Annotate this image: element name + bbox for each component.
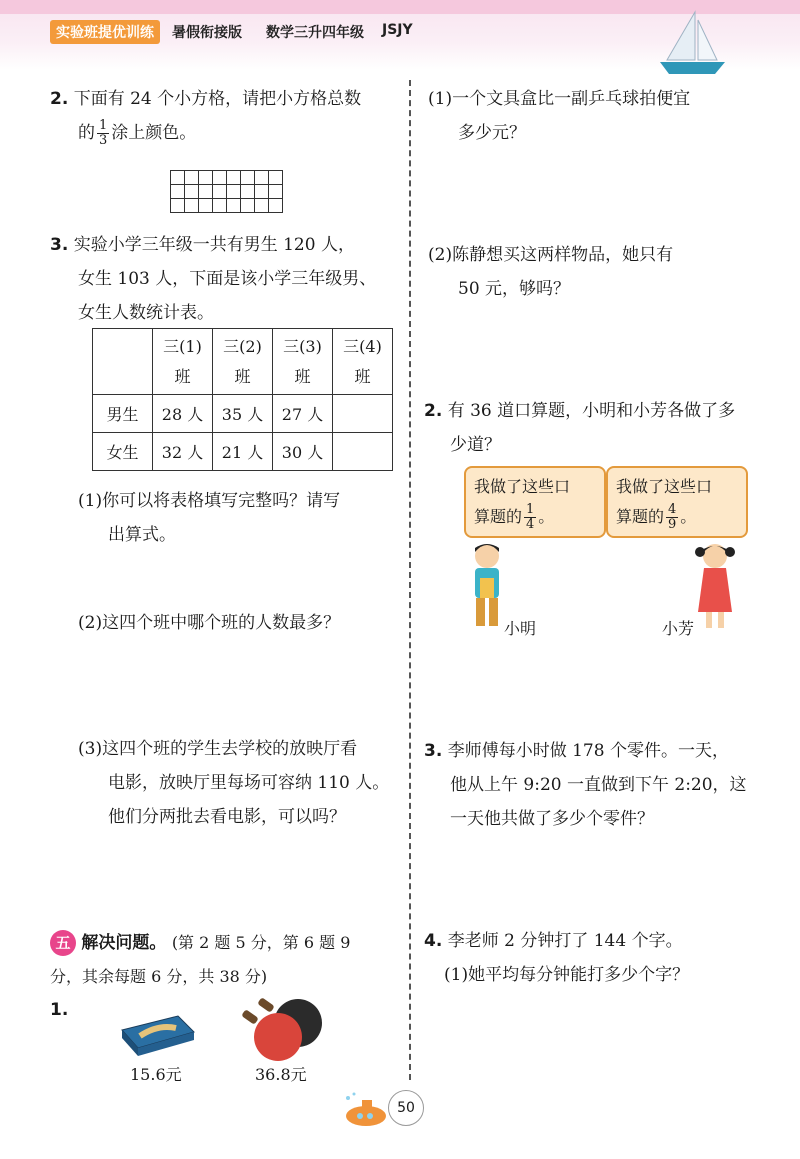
question-number: 4.: [424, 931, 443, 951]
table-cell: 35 人: [213, 395, 273, 433]
page-number: 50: [388, 1090, 424, 1126]
fraction: [666, 503, 678, 532]
question-3-right: [424, 734, 792, 836]
table-cell: 27 人: [273, 395, 333, 433]
question-text: 李老师 2 分钟打了 144 个字。: [447, 931, 683, 951]
table-row: [93, 395, 393, 433]
fraction: [97, 119, 109, 148]
bubble-text: 我做了这些口: [474, 477, 571, 496]
question-4-right: [424, 924, 792, 992]
section-five-header: [50, 926, 405, 994]
fraction-denominator: 3: [99, 133, 108, 148]
question-3-sub3: [78, 732, 408, 834]
question-number: 2.: [50, 89, 69, 109]
question-text: 他们分两批去看电影，可以吗？: [108, 807, 346, 827]
ping-pong-paddles-image: [240, 995, 330, 1065]
section-note: 分，其余每题 6 分，共 38 分): [50, 967, 268, 986]
table-header-cell: 三(2) 班: [213, 329, 273, 395]
question-number: 2.: [424, 401, 443, 421]
question-text: 少道？: [450, 435, 501, 455]
question-text: 一天他共做了多少个零件？: [450, 809, 654, 829]
sailboat-icon: [655, 10, 730, 78]
table-cell: 男生: [93, 395, 153, 433]
section-badge: 五: [50, 930, 76, 956]
price-label: 15.6元: [130, 1065, 182, 1084]
question-number: 1.: [50, 1000, 69, 1020]
fraction-numerator: 1: [99, 118, 108, 133]
fraction-numerator: 4: [668, 502, 677, 517]
question-3-sub2: (2)这四个班中哪个班的人数最多？: [78, 613, 341, 633]
problem-1-sub2: [428, 238, 788, 306]
bubble-text: 。: [538, 507, 555, 526]
table-cell: 30 人: [273, 433, 333, 471]
question-text: 女生人数统计表。: [78, 303, 214, 323]
question-text: 他从上午 9:20 一直做到下午 2:20，这: [450, 775, 747, 795]
code-label: JSJY: [382, 22, 413, 38]
table-answer-cell[interactable]: [333, 395, 393, 433]
question-3-sub1: [78, 484, 408, 552]
question-text: (1)她平均每分钟能打多少个字？: [444, 965, 690, 985]
question-2-right: [424, 394, 792, 462]
question-text: 实验小学三年级一共有男生 120 人，: [73, 235, 355, 255]
question-text: 出算式。: [108, 525, 176, 545]
stats-table: [92, 328, 393, 471]
fraction: [524, 503, 536, 532]
question-text: 的: [78, 123, 95, 143]
problem-1-sub1: [428, 82, 788, 150]
name-label: 小芳: [662, 619, 695, 638]
table-cell: 女生: [93, 433, 153, 471]
question-text: (2)陈静想买这两样物品，她只有: [428, 245, 674, 265]
subject-label: 数学三升四年级: [266, 25, 364, 41]
table-header-cell: 三(4) 班: [333, 329, 393, 395]
table-cell: 21 人: [213, 433, 273, 471]
pencil-box-image: [118, 1010, 198, 1058]
name-label: 小明: [504, 619, 537, 638]
speech-bubble-xiaoming: [464, 466, 606, 538]
square-grid[interactable]: [170, 170, 283, 213]
question-text: 涂上颜色。: [111, 123, 197, 143]
section-note: (第 2 题 5 分，第 6 题 9: [171, 933, 351, 952]
girl-illustration: [690, 540, 740, 635]
question-3-left: [50, 228, 410, 330]
question-text: 有 36 道口算题，小明和小芳各做了多: [447, 401, 736, 421]
question-number: 3.: [424, 741, 443, 761]
question-number: 3.: [50, 235, 69, 255]
table-row: [93, 433, 393, 471]
speech-bubble-xiaofang: [606, 466, 748, 538]
question-text: 李师傅每小时做 178 个零件。一天，: [447, 741, 729, 761]
fraction-denominator: 9: [668, 517, 677, 532]
bubble-text: 。: [680, 507, 697, 526]
fraction-denominator: 4: [526, 517, 535, 532]
table-cell: 28 人: [153, 395, 213, 433]
series-title: 实验班提优训练: [50, 20, 160, 44]
table-header-cell: 三(1) 班: [153, 329, 213, 395]
bubble-text: 算题的: [474, 507, 523, 526]
table-cell: 32 人: [153, 433, 213, 471]
question-text: 下面有 24 个小方格，请把小方格总数: [73, 89, 362, 109]
edition-label: 暑假衔接版: [172, 25, 242, 41]
question-text: (3)这四个班的学生去学校的放映厅看: [78, 739, 358, 759]
question-text: 50 元，够吗？: [458, 279, 571, 299]
question-text: (1)你可以将表格填写完整吗？请写: [78, 491, 341, 511]
submarine-icon: [342, 1090, 392, 1130]
question-text: 多少元？: [458, 123, 526, 143]
question-text: 电影，放映厅里每场可容纳 110 人。: [108, 773, 390, 793]
bubble-text: 算题的: [616, 507, 665, 526]
question-2-left: [50, 82, 400, 150]
table-header-cell: [93, 329, 153, 395]
price-label: 36.8元: [255, 1065, 307, 1084]
table-header-cell: 三(3) 班: [273, 329, 333, 395]
question-text: 女生 103 人，下面是该小学三年级男、: [78, 269, 377, 289]
section-title: 解决问题。: [81, 933, 167, 953]
fraction-numerator: 1: [526, 502, 535, 517]
table-answer-cell[interactable]: [333, 433, 393, 471]
question-text: (1)一个文具盒比一副乒乓球拍便宜: [428, 89, 691, 109]
bubble-text: 我做了这些口: [616, 477, 713, 496]
